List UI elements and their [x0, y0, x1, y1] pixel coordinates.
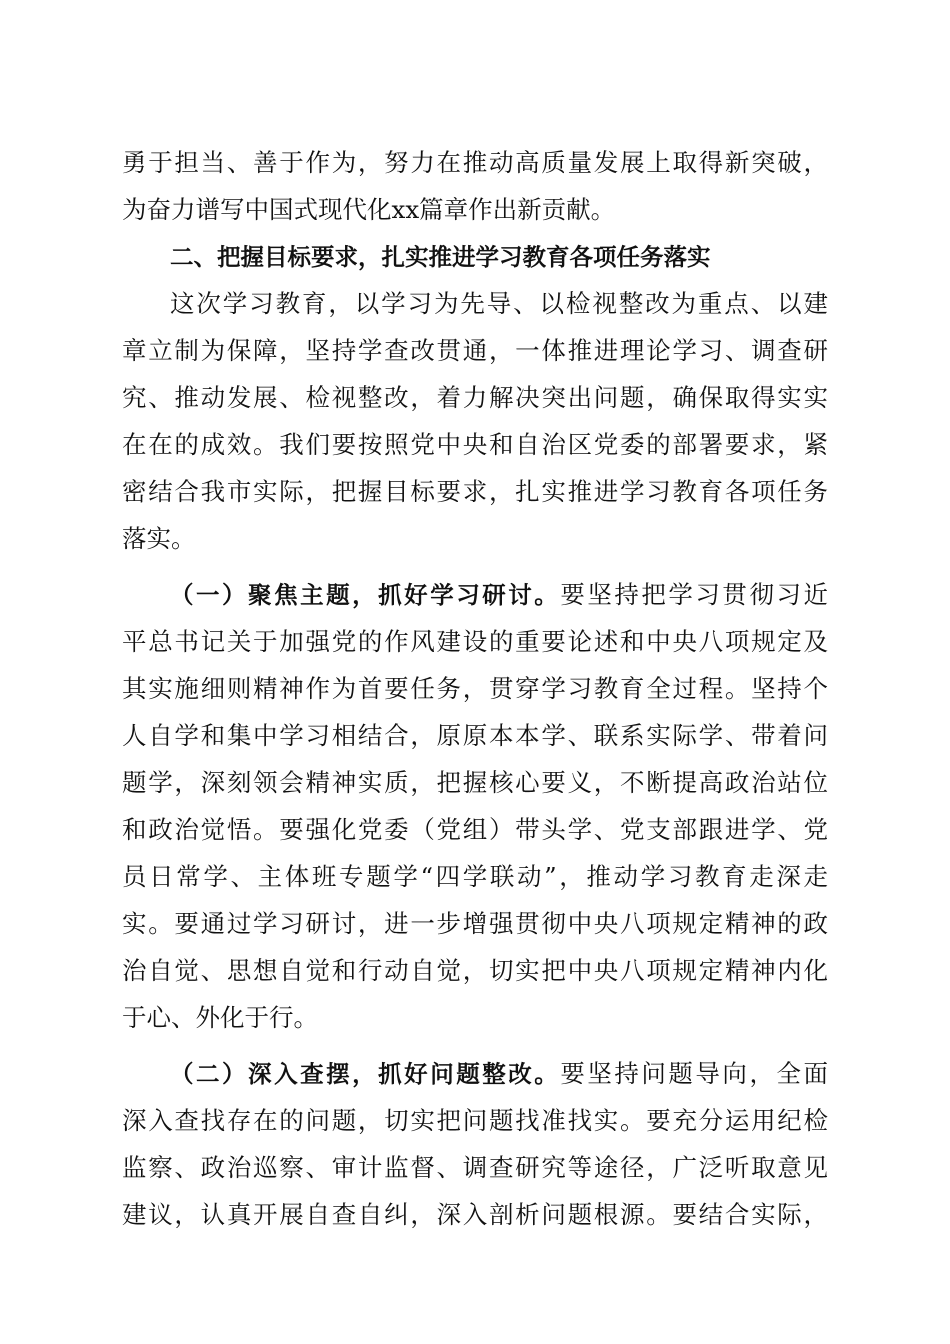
- section-intro-line-6: 落实。: [122, 524, 196, 553]
- item1-line-8: 实。要通过学习研讨，进一步增强贯彻中央八项规定精神的政: [122, 909, 828, 938]
- item2-line-2: 深入查找存在的问题，切实把问题找准找实。要充分运用纪检: [122, 1106, 828, 1135]
- item1-line-1: [170, 575, 828, 615]
- section-intro-line-4: 在在的成效。我们要按照党中央和自治区党委的部署要求，紧: [122, 430, 828, 459]
- item1-line-7: 员日常学、主体班专题学“四学联动”，推动学习教育走深走: [122, 862, 828, 891]
- intro-line-1: 勇于担当、善于作为，努力在推动高质量发展上取得新突破，: [122, 148, 828, 177]
- item2-line-3: 监察、政治巡察、审计监督、调查研究等途径，广泛听取意见: [122, 1153, 828, 1182]
- item2-line-1-rest: 要坚持问题导向，全面: [560, 1059, 828, 1088]
- item1-line-5: 题学，深刻领会精神实质，把握核心要义，不断提高政治站位: [122, 768, 828, 797]
- item1-lead: （一）聚焦主题，抓好学习研讨。: [170, 581, 561, 609]
- item2-lead: （二）深入查摆，抓好问题整改。: [170, 1060, 561, 1088]
- section-intro-line-2: 章立制为保障，坚持学查改贯通，一体推进理论学习、调查研: [122, 336, 828, 365]
- section-intro-line-5: 密结合我市实际，把握目标要求，扎实推进学习教育各项任务: [122, 477, 828, 506]
- item1-line-6: 和政治觉悟。要强化党委（党组）带头学、党支部跟进学、党: [122, 815, 828, 844]
- item1-line-2: 平总书记关于加强党的作风建设的重要论述和中央八项规定及: [122, 627, 828, 656]
- section-heading: 二、把握目标要求，扎实推进学习教育各项任务落实: [170, 243, 711, 271]
- section-intro-line-1: 这次学习教育，以学习为先导、以检视整改为重点、以建: [170, 289, 828, 318]
- section-intro-line-3: 究、推动发展、检视整改，着力解决突出问题，确保取得实实: [122, 383, 828, 412]
- item1-line-9: 治自觉、思想自觉和行动自觉，切实把中央八项规定精神内化: [122, 956, 828, 985]
- item2-line-1: [170, 1054, 828, 1094]
- intro-line-2: 为奋力谱写中国式现代化xx篇章作出新贡献。: [122, 195, 616, 224]
- item1-line-4: 人自学和集中学习相结合，原原本本学、联系实际学、带着问: [122, 721, 828, 750]
- item1-line-1-rest: 要坚持把学习贯彻习近: [560, 580, 828, 609]
- item1-line-10: 于心、外化于行。: [122, 1003, 318, 1032]
- item2-line-4: 建议，认真开展自查自纠，深入剖析问题根源。要结合实际，: [122, 1200, 828, 1229]
- item1-line-3: 其实施细则精神作为首要任务，贯穿学习教育全过程。坚持个: [122, 674, 828, 703]
